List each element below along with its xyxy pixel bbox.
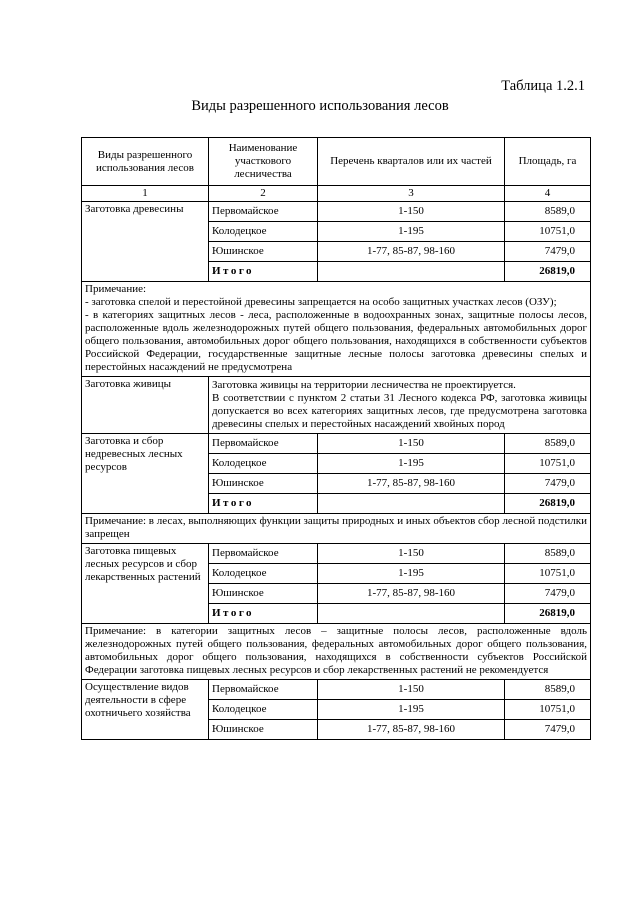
forestry-cell: Колодецкое [209,222,318,242]
total-area: 26819,0 [505,262,591,282]
quarters-cell: 1-150 [318,202,505,222]
quarters-cell: 1-77, 85-87, 98-160 [318,242,505,262]
quarters-cell: 1-77, 85-87, 98-160 [318,584,505,604]
column-number-row [82,186,591,202]
total-area: 26819,0 [505,494,591,514]
empty-cell [318,494,505,514]
forest-use-table [81,137,591,740]
total-area: 26819,0 [505,604,591,624]
quarters-cell: 1-77, 85-87, 98-160 [318,720,505,740]
area-cell: 10751,0 [505,222,591,242]
forestry-cell: Юшинское [209,720,318,740]
quarters-cell: 1-195 [318,700,505,720]
note-cell: Примечание: в лесах, выполняющих функции защиты природных и иных объектов сбор лесной подстилки запрещен [82,514,591,544]
area-cell: 8589,0 [505,434,591,454]
note-cell: Примечание: в категории защитных лесов – защитные полосы лесов, расположенные вдоль железнодорожных путей общего пользования, федеральных автомобильных дорог общего пользования, автомобильных дорог общего пользования, находящихся в собственности субъектов Российской Федерации заготовка пищевых лесных ресурсов и сбор лекарственных растений не рекомендуется [82,624,591,680]
resin-text-line: В соответствии с пунктом 2 статьи 31 Лесного кодекса РФ, заготовка живицы допускается во всех категориях защитных лесов, где предусмотрена заготовка древесины спелых и перестойных насаждений хвойных пород [212,392,587,430]
forestry-cell: Юшинское [209,584,318,604]
total-label: Итого [209,604,318,624]
total-label: Итого [209,494,318,514]
area-cell: 10751,0 [505,454,591,474]
forestry-cell: Первомайское [209,202,318,222]
forestry-cell: Колодецкое [209,454,318,474]
area-cell: 7479,0 [505,584,591,604]
area-cell: 8589,0 [505,544,591,564]
note-line: - заготовка спелой и перестойной древесины запрещается на особо защитных участках лесов (ОЗУ); [85,296,557,308]
column-number: 4 [505,186,591,202]
forestry-cell: Первомайское [209,434,318,454]
area-cell: 8589,0 [505,680,591,700]
use-type-cell: Заготовка и сбор недревесных лесных ресурсов [82,434,209,514]
table-row [82,434,591,454]
area-cell: 7479,0 [505,242,591,262]
header-quarters: Перечень кварталов или их частей [318,138,505,186]
note-row [82,624,591,680]
resin-text-cell [209,377,591,434]
quarters-cell: 1-150 [318,544,505,564]
header-use-type: Виды разрешенного использования лесов [82,138,209,186]
forestry-cell: Колодецкое [209,564,318,584]
note-row [82,514,591,544]
resin-text-line: Заготовка живицы на территории лесничества не проектируется. [212,379,516,391]
column-number: 1 [82,186,209,202]
total-label: Итого [209,262,318,282]
quarters-cell: 1-77, 85-87, 98-160 [318,474,505,494]
use-type-cell: Заготовка пищевых лесных ресурсов и сбор лекарственных растений [82,544,209,624]
table-row [82,544,591,564]
forestry-cell: Колодецкое [209,700,318,720]
note-cell [82,282,591,377]
use-type-cell: Заготовка древесины [82,202,209,282]
area-cell: 7479,0 [505,720,591,740]
table-row [82,202,591,222]
table-row [82,377,591,434]
table-title: Виды разрешенного использования лесов [191,98,449,114]
quarters-cell: 1-195 [318,222,505,242]
column-number: 3 [318,186,505,202]
empty-cell [318,262,505,282]
forestry-cell: Первомайское [209,680,318,700]
header-area: Площадь, га [505,138,591,186]
column-number: 2 [209,186,318,202]
note-line: Примечание: [85,283,147,295]
quarters-cell: 1-150 [318,680,505,700]
use-type-cell: Заготовка живицы [82,377,209,434]
forestry-cell: Первомайское [209,544,318,564]
empty-cell [318,604,505,624]
use-type-cell: Осуществление видов деятельности в сфере охотничьего хозяйства [82,680,209,740]
table-row [82,680,591,700]
quarters-cell: 1-195 [318,454,505,474]
table-number: Таблица 1.2.1 [501,78,585,94]
quarters-cell: 1-150 [318,434,505,454]
area-cell: 10751,0 [505,564,591,584]
area-cell: 10751,0 [505,700,591,720]
forestry-cell: Юшинское [209,242,318,262]
area-cell: 7479,0 [505,474,591,494]
note-row [82,282,591,377]
forestry-cell: Юшинское [209,474,318,494]
header-forestry: Наименование участкового лесничества [209,138,318,186]
header-row [82,138,591,186]
quarters-cell: 1-195 [318,564,505,584]
area-cell: 8589,0 [505,202,591,222]
note-line: - в категориях защитных лесов - леса, расположенные в водоохранных зонах, защитные полосы лесов, расположенные вдоль железнодорожных путей общего пользования, федеральных автомобильных дорог общего пользования, автомобильных дорог общего пользования, находящихся в собственности субъектов Российской Федерации, государственные защитные лесные полосы заготовка древесины спелых и перестойных насаждений не предусмотрена [85,309,587,373]
